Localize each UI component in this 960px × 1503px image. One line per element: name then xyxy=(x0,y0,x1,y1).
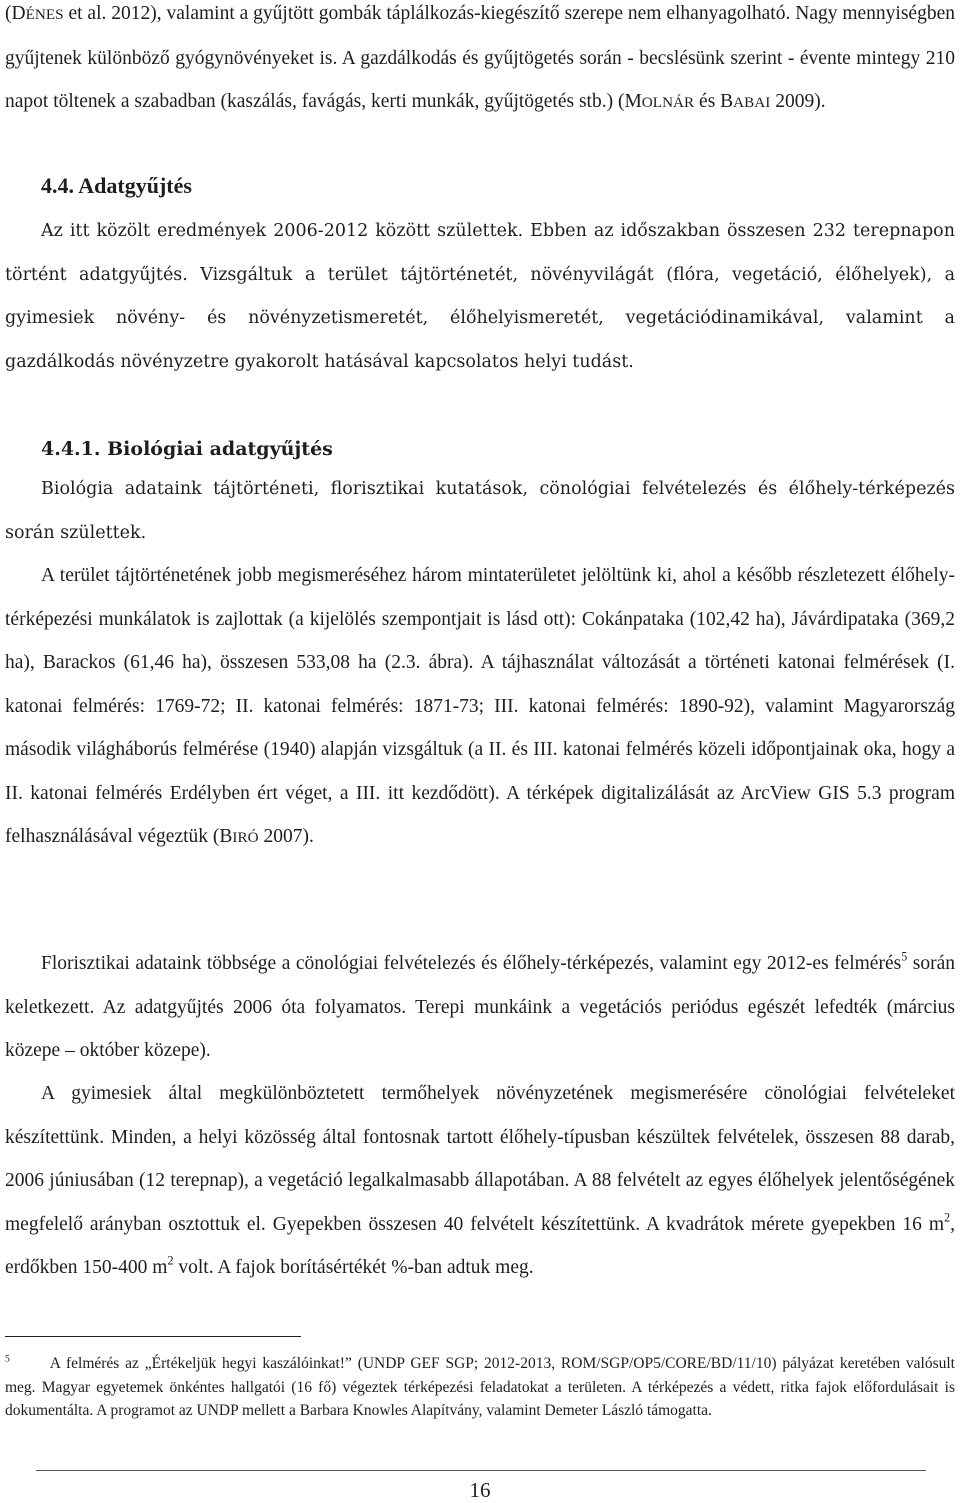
paragraph-intro xyxy=(5,0,955,125)
footnote-mark: 5 xyxy=(5,1353,10,1365)
footnote-text: A felmérés az „Értékeljük hegyi kaszálóinkat!” (UNDP GEF SGP; 2012-2013, ROM/SGP/OP5/CORE/BD/11/10) pályázat keretében valósult meg. Magyar egyetemek önkéntes hallgatói (16 fő) végeztek térképezési feladatokat a területen. A térképezés a védett, ritka fajok előfordulásait is dokumentálta. A programot az UNDP mellett a Barbara Knowles Alapítvány, valamint Demeter László támogatta. xyxy=(5,1355,955,1419)
text-run: Az itt közölt eredmények 2006-2012 között születtek. Ebben az időszakban összesen 232 terepnapon történt adatgyűjtés. Vizsgáltuk a terület tájtörténetét, növényvilágát (flóra, vegetáció, élőhelyek), a gyimesiek növény- és növényzetismeretét, élőhelyismeretét, vegetációdinamikával, valamint a gazdálkodás növényzetre gyakorolt hatásával kapcsolatos helyi tudást. xyxy=(5,221,955,372)
superscript: 2 xyxy=(167,1253,174,1268)
section-heading-4-4: 4.4. Adatgyűjtés xyxy=(41,173,192,198)
paragraph-biological-data xyxy=(5,468,955,555)
text-run: Florisztikai adataink többsége a cönológiai felvételezés és élőhely-térképezés, valamint egy 2012-es felmérés xyxy=(41,953,902,974)
text-run: Biológia adataink tájtörténeti, florisztikai kutatások, cönológiai felvételezés és élőhely-térképezés során születtek. xyxy=(5,479,955,543)
text-run: és B xyxy=(694,91,734,112)
footnote xyxy=(5,1352,955,1423)
text-run: et al. 2012), valamint a gyűjtött gombák táplálkozás-kiegészítő szerepe nem elhanyagolható. Nagy mennyiségben gyűjtenek különböző gyógynövényeket is. A gazdálkodás és gyűjtögetés során - becslésünk szerint - évente mintegy 210 napot töltenek a szabadban (kaszálás, favágás, kerti munkák, gyűjtögetés stb.) (M xyxy=(5,3,955,112)
paragraph-coenological-releves xyxy=(5,1072,955,1290)
text-run: (D xyxy=(5,3,26,24)
author-smallcaps: IRÓ xyxy=(232,829,259,846)
page-number: 16 xyxy=(469,1478,491,1502)
author-smallcaps: OLNÁR xyxy=(641,94,695,111)
text-run: , erdőkben 150-400 m xyxy=(5,1213,955,1278)
text-run: során keletkezett. Az adatgyűjtés 2006 óta folyamatos. Terepi munkáink a vegetációs periódus egészét lefedték (március közepe – október közepe). xyxy=(5,953,955,1061)
paragraph-data-collection xyxy=(5,210,955,384)
text-run: 2007). xyxy=(258,826,314,847)
text-run: volt. A fajok borításértékét %-ban adtuk meg. xyxy=(173,1257,534,1278)
author-smallcaps: ABAI xyxy=(733,94,771,111)
paragraph-floristic-data xyxy=(5,942,955,1073)
footnote-separator xyxy=(5,1336,301,1337)
author-smallcaps: ÉNES xyxy=(25,6,64,23)
footnote-reference: 5 xyxy=(901,949,908,964)
footer-divider xyxy=(36,1470,926,1471)
section-heading-4-4-1: 4.4.1. Biológiai adatgyűjtés xyxy=(41,438,333,460)
superscript: 2 xyxy=(944,1210,951,1225)
text-run: 2009). xyxy=(770,91,826,112)
text-run: A terület tájtörténetének jobb megismeréséhez három mintaterületet jelöltünk ki, ahol a később részletezett élőhely-térképezési munkálatok is zajlottak (a kijelölés szempontjait is lásd ott): Cokánpataka (102,42 ha), Jávárdipataka (369,2 ha), Barackos (61,46 ha), összesen 533,08 ha (2.3. ábra). A tájhasználat változását a történeti katonai felmérések (I. katonai felmérés: 1769-72; II. katonai felmérés: 1871-73; III. katonai felmérés: 1890-92), valamint Magyarország második világháborús felmérése (1940) alapján vizsgáltuk (a II. és III. katonai felmérés közeli időpontjainak oka, hogy a II. katonai felmérés Erdélyben ért véget, a III. itt kezdődött). A térképek digitalizálását az ArcView GIS 5.3 program felhasználásával végeztük (B xyxy=(5,565,955,847)
text-run: A gyimesiek által megkülönböztetett termőhelyek növényzetének megismerésére cönológiai felvételeket készítettünk. Minden, a helyi közösség által fontosnak tartott élőhely-típusban készültek felvételek, összesen 88 darab, 2006 júniusában (12 terepnap), a vegetáció legalkalmasabb állapotában. A 88 felvételt az egyes élőhelyek jelentőségének megfelelő arányban osztottuk el. Gyepekben összesen 40 felvételt készítettünk. A kvadrátok mérete gyepekben 16 m xyxy=(5,1083,955,1235)
paragraph-landscape-history xyxy=(5,554,955,860)
